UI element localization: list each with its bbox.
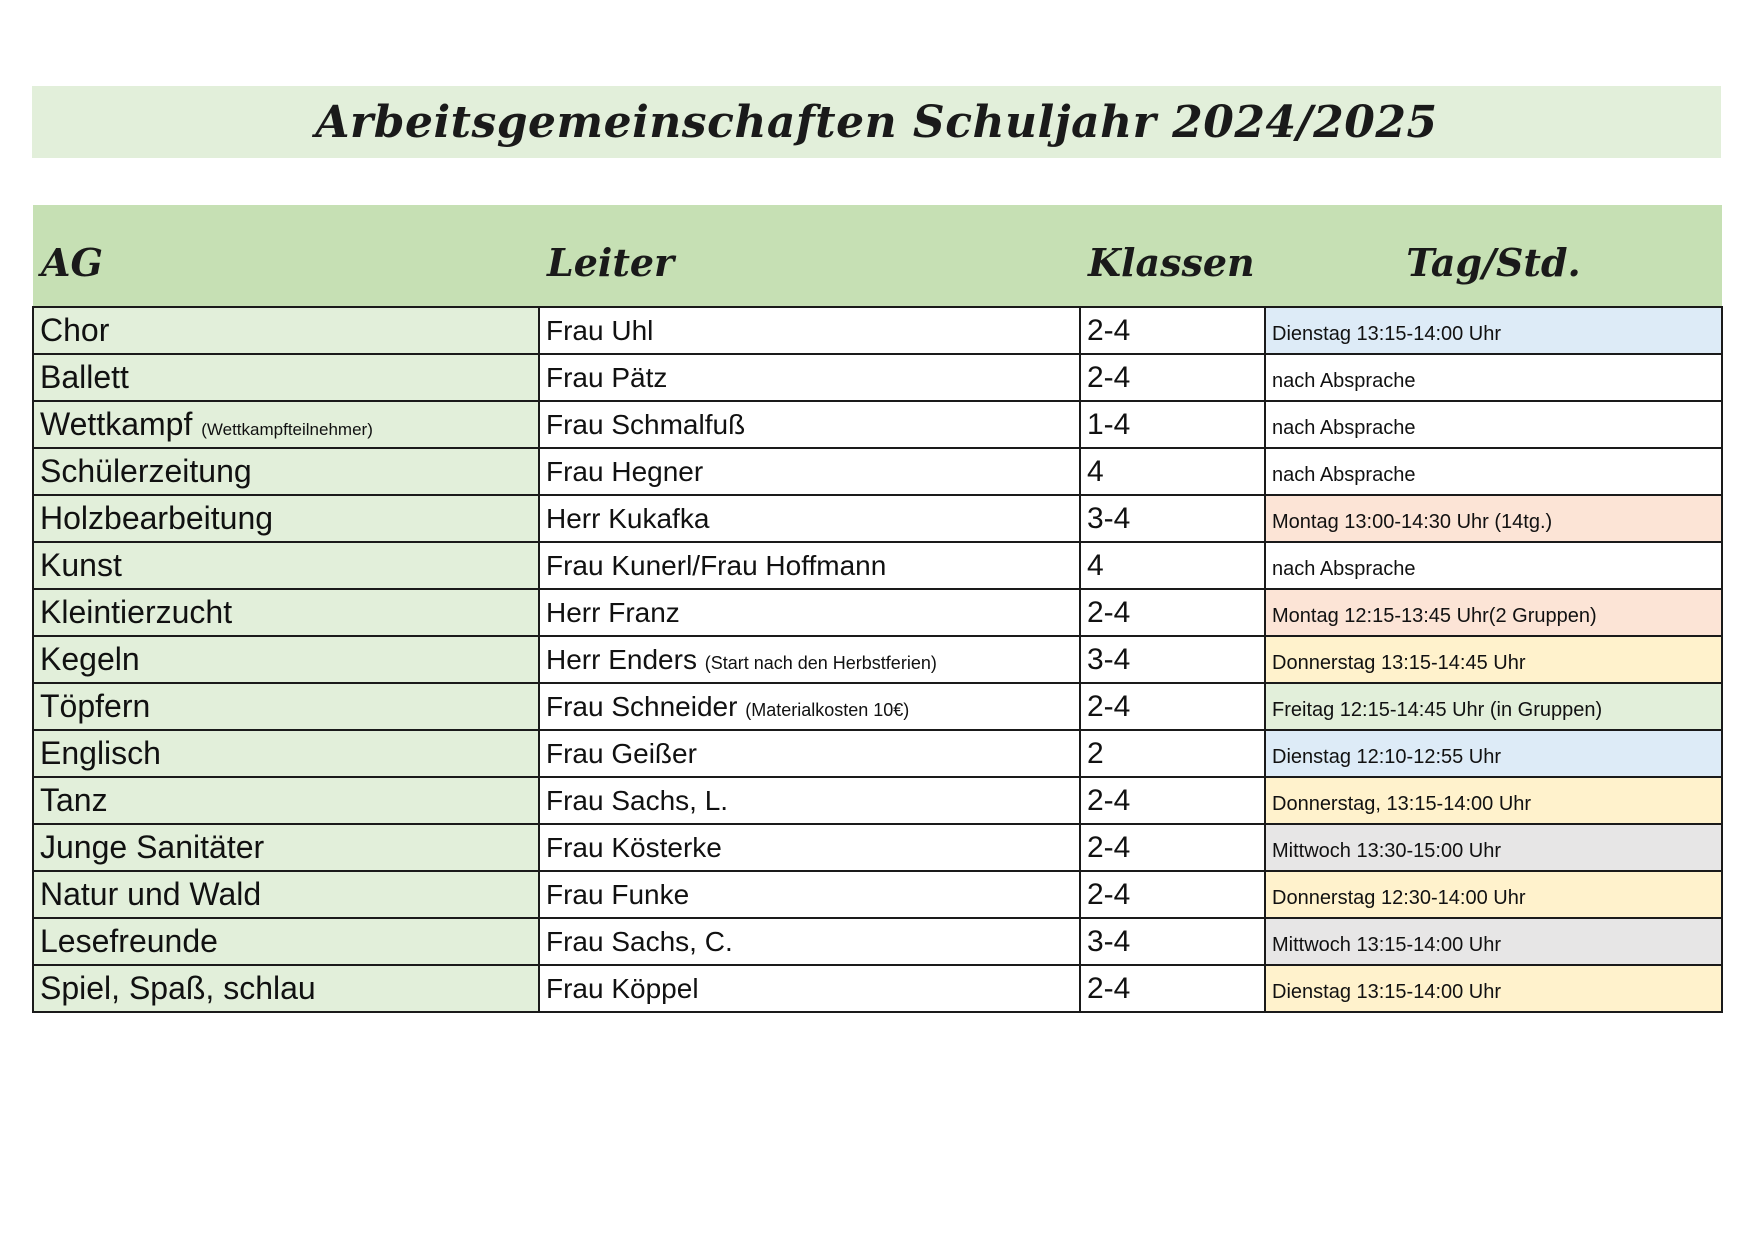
leiter-name: Frau Funke xyxy=(546,878,690,910)
cell-ag xyxy=(33,401,539,448)
leiter-name: Frau Uhl xyxy=(546,314,654,346)
cell-klassen: 3-4 xyxy=(1080,495,1265,542)
cell-tag: Montag 12:15-13:45 Uhr(2 Gruppen) xyxy=(1265,589,1722,636)
cell-leiter xyxy=(539,824,1080,871)
cell-klassen: 2-4 xyxy=(1080,307,1265,354)
column-header-leiter: Leiter xyxy=(539,205,1080,307)
leiter-name: Frau Schmalfuß xyxy=(546,408,746,440)
ag-name: Englisch xyxy=(40,735,161,771)
cell-klassen: 4 xyxy=(1080,448,1265,495)
cell-tag: nach Absprache xyxy=(1265,448,1722,495)
ag-name: Tanz xyxy=(40,782,108,818)
table-row xyxy=(33,824,1722,871)
cell-leiter xyxy=(539,965,1080,1012)
cell-ag xyxy=(33,307,539,354)
ag-name: Lesefreunde xyxy=(40,923,218,959)
ag-note: (Wettkampfteilnehmer) xyxy=(201,420,373,439)
leiter-name: Frau Köppel xyxy=(546,972,699,1004)
leiter-name: Herr Franz xyxy=(546,596,680,628)
cell-klassen: 3-4 xyxy=(1080,918,1265,965)
table-row xyxy=(33,307,1722,354)
cell-ag xyxy=(33,683,539,730)
cell-tag: nach Absprache xyxy=(1265,401,1722,448)
cell-ag xyxy=(33,965,539,1012)
cell-leiter xyxy=(539,589,1080,636)
ag-name: Spiel, Spaß, schlau xyxy=(40,970,316,1006)
cell-leiter xyxy=(539,448,1080,495)
ag-name: Ballett xyxy=(40,359,129,395)
cell-klassen: 2-4 xyxy=(1080,824,1265,871)
column-header-tag: Tag/Std. xyxy=(1265,205,1722,307)
cell-klassen: 2-4 xyxy=(1080,777,1265,824)
table-body xyxy=(33,307,1722,1012)
cell-leiter xyxy=(539,307,1080,354)
cell-tag: Donnerstag 12:30-14:00 Uhr xyxy=(1265,871,1722,918)
cell-tag: Dienstag 13:15-14:00 Uhr xyxy=(1265,965,1722,1012)
cell-klassen: 4 xyxy=(1080,542,1265,589)
table-row xyxy=(33,965,1722,1012)
title-bar xyxy=(32,86,1721,158)
table-row xyxy=(33,636,1722,683)
cell-ag xyxy=(33,495,539,542)
table-row xyxy=(33,730,1722,777)
cell-klassen: 3-4 xyxy=(1080,636,1265,683)
cell-klassen: 2-4 xyxy=(1080,871,1265,918)
ag-name: Töpfern xyxy=(40,688,151,724)
table-row xyxy=(33,448,1722,495)
table-header-row xyxy=(33,205,1722,307)
cell-ag xyxy=(33,636,539,683)
leiter-name: Frau Kösterke xyxy=(546,831,722,863)
leiter-note: (Materialkosten 10€) xyxy=(745,699,910,720)
cell-tag: Dienstag 13:15-14:00 Uhr xyxy=(1265,307,1722,354)
cell-tag: Montag 13:00-14:30 Uhr (14tg.) xyxy=(1265,495,1722,542)
ag-name: Kunst xyxy=(40,547,122,583)
column-header-ag: AG xyxy=(33,205,539,307)
cell-klassen: 2-4 xyxy=(1080,589,1265,636)
ag-name: Chor xyxy=(40,312,110,348)
cell-klassen: 2 xyxy=(1080,730,1265,777)
cell-ag xyxy=(33,918,539,965)
cell-ag xyxy=(33,448,539,495)
cell-tag: Donnerstag 13:15-14:45 Uhr xyxy=(1265,636,1722,683)
table-row xyxy=(33,542,1722,589)
ag-name: Natur und Wald xyxy=(40,876,262,912)
cell-ag xyxy=(33,824,539,871)
table-row xyxy=(33,871,1722,918)
leiter-note: (Start nach den Herbstferien) xyxy=(704,652,937,673)
cell-tag: Freitag 12:15-14:45 Uhr (in Gruppen) xyxy=(1265,683,1722,730)
table-row xyxy=(33,683,1722,730)
leiter-name: Frau Geißer xyxy=(546,737,697,769)
column-header-klassen: Klassen xyxy=(1080,205,1265,307)
cell-leiter xyxy=(539,730,1080,777)
page-title: Arbeitsgemeinschaften Schuljahr 2024/2025 xyxy=(315,96,1438,148)
ag-name: Wettkampf xyxy=(40,406,193,442)
cell-ag xyxy=(33,354,539,401)
cell-tag: Dienstag 12:10-12:55 Uhr xyxy=(1265,730,1722,777)
cell-tag: nach Absprache xyxy=(1265,542,1722,589)
ag-name: Holzbearbeitung xyxy=(40,500,274,536)
table-row xyxy=(33,495,1722,542)
ag-name: Junge Sanitäter xyxy=(40,829,265,865)
cell-leiter xyxy=(539,401,1080,448)
cell-leiter xyxy=(539,636,1080,683)
cell-ag xyxy=(33,777,539,824)
cell-leiter xyxy=(539,918,1080,965)
cell-tag: nach Absprache xyxy=(1265,354,1722,401)
cell-leiter xyxy=(539,777,1080,824)
cell-klassen: 1-4 xyxy=(1080,401,1265,448)
leiter-name: Herr Kukafka xyxy=(546,502,710,534)
ag-name: Kleintierzucht xyxy=(40,594,233,630)
cell-leiter xyxy=(539,542,1080,589)
cell-tag: Mittwoch 13:15-14:00 Uhr xyxy=(1265,918,1722,965)
ag-name: Schülerzeitung xyxy=(40,453,252,489)
cell-klassen: 2-4 xyxy=(1080,683,1265,730)
leiter-name: Frau Hegner xyxy=(546,455,704,487)
table-row xyxy=(33,589,1722,636)
leiter-name: Frau Schneider xyxy=(546,690,738,722)
table-row xyxy=(33,918,1722,965)
cell-klassen: 2-4 xyxy=(1080,965,1265,1012)
leiter-name: Frau Pätz xyxy=(546,361,668,393)
cell-leiter xyxy=(539,871,1080,918)
leiter-name: Frau Kunerl/Frau Hoffmann xyxy=(546,549,887,581)
table-row xyxy=(33,354,1722,401)
table-row xyxy=(33,777,1722,824)
cell-leiter xyxy=(539,683,1080,730)
cell-ag xyxy=(33,730,539,777)
cell-ag xyxy=(33,871,539,918)
cell-ag xyxy=(33,542,539,589)
cell-tag: Mittwoch 13:30-15:00 Uhr xyxy=(1265,824,1722,871)
leiter-name: Herr Enders xyxy=(546,643,697,675)
leiter-name: Frau Sachs, C. xyxy=(546,925,733,957)
cell-klassen: 2-4 xyxy=(1080,354,1265,401)
ag-table xyxy=(32,205,1723,1013)
cell-leiter xyxy=(539,495,1080,542)
cell-tag: Donnerstag, 13:15-14:00 Uhr xyxy=(1265,777,1722,824)
table-row xyxy=(33,401,1722,448)
cell-leiter xyxy=(539,354,1080,401)
ag-name: Kegeln xyxy=(40,641,140,677)
leiter-name: Frau Sachs, L. xyxy=(546,784,729,816)
cell-ag xyxy=(33,589,539,636)
